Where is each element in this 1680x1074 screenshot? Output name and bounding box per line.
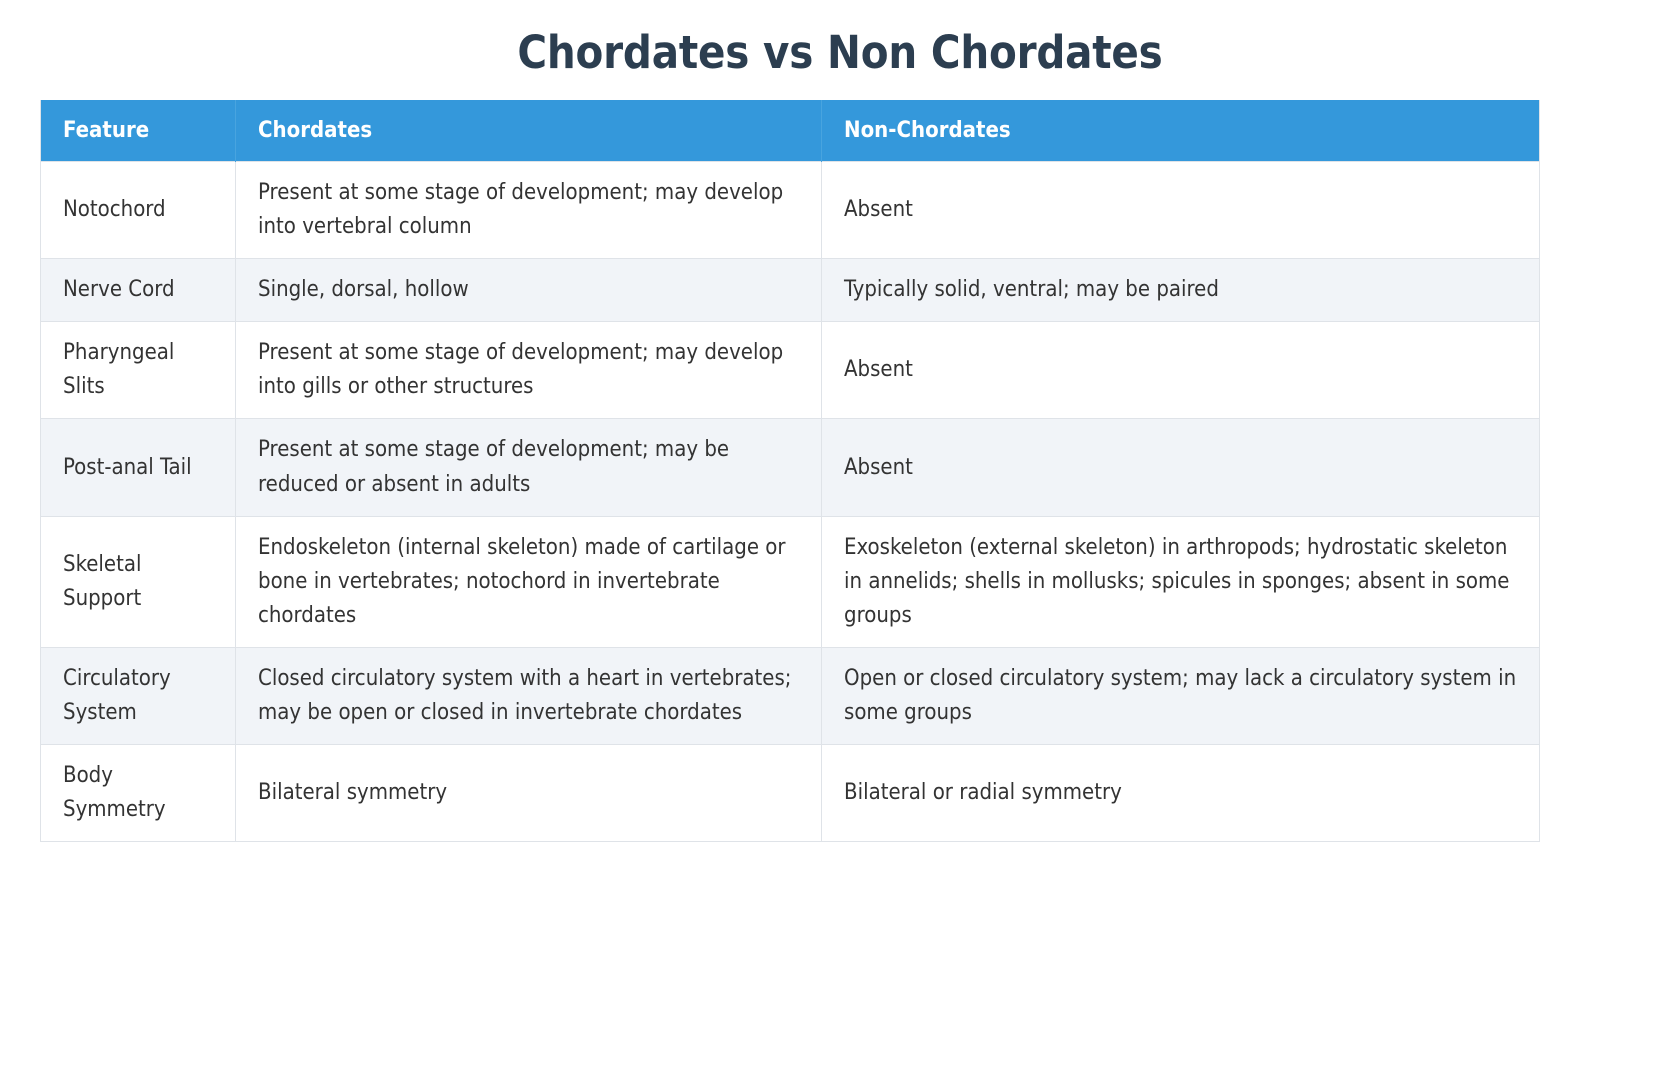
cell-chordates: Present at some stage of development; may develop into vertebral column xyxy=(236,162,822,259)
table-container xyxy=(40,100,1539,842)
table-row xyxy=(41,647,1540,744)
table-header xyxy=(41,100,1540,162)
cell-chordates: Endoskeleton (internal skeleton) made of cartilage or bone in vertebrates; notochord in invertebrate chordates xyxy=(236,516,822,647)
column-header-chordates: Chordates xyxy=(236,100,822,162)
table-body xyxy=(41,162,1540,842)
cell-chordates: Present at some stage of development; may be reduced or absent in adults xyxy=(236,419,822,516)
page-title: Chordates vs Non Chordates xyxy=(517,26,1163,79)
column-header-feature: Feature xyxy=(41,100,236,162)
cell-feature: Post-anal Tail xyxy=(41,419,236,516)
cell-feature: Pharyngeal Slits xyxy=(41,322,236,419)
cell-chordates: Single, dorsal, hollow xyxy=(236,259,822,322)
cell-non-chordates: Absent xyxy=(822,419,1540,516)
cell-chordates: Present at some stage of development; may develop into gills or other structures xyxy=(236,322,822,419)
cell-non-chordates: Open or closed circulatory system; may lack a circulatory system in some groups xyxy=(822,647,1540,744)
cell-feature: Notochord xyxy=(41,162,236,259)
table-row xyxy=(41,259,1540,322)
cell-feature: Body Symmetry xyxy=(41,745,236,842)
cell-non-chordates: Exoskeleton (external skeleton) in arthropods; hydrostatic skeleton in annelids; shells in mollusks; spicules in sponges; absent in some groups xyxy=(822,516,1540,647)
table-row xyxy=(41,162,1540,259)
table-header-row xyxy=(41,100,1540,162)
cell-chordates: Closed circulatory system with a heart in vertebrates; may be open or closed in invertebrate chordates xyxy=(236,647,822,744)
cell-feature: Skeletal Support xyxy=(41,516,236,647)
comparison-table xyxy=(40,100,1540,842)
cell-non-chordates: Bilateral or radial symmetry xyxy=(822,745,1540,842)
cell-non-chordates: Absent xyxy=(822,162,1540,259)
column-header-non-chordates: Non-Chordates xyxy=(822,100,1540,162)
cell-feature: Circulatory System xyxy=(41,647,236,744)
table-row xyxy=(41,419,1540,516)
table-row xyxy=(41,745,1540,842)
table-row xyxy=(41,322,1540,419)
cell-chordates: Bilateral symmetry xyxy=(236,745,822,842)
table-row xyxy=(41,516,1540,647)
cell-feature: Nerve Cord xyxy=(41,259,236,322)
cell-non-chordates: Absent xyxy=(822,322,1540,419)
cell-non-chordates: Typically solid, ventral; may be paired xyxy=(822,259,1540,322)
